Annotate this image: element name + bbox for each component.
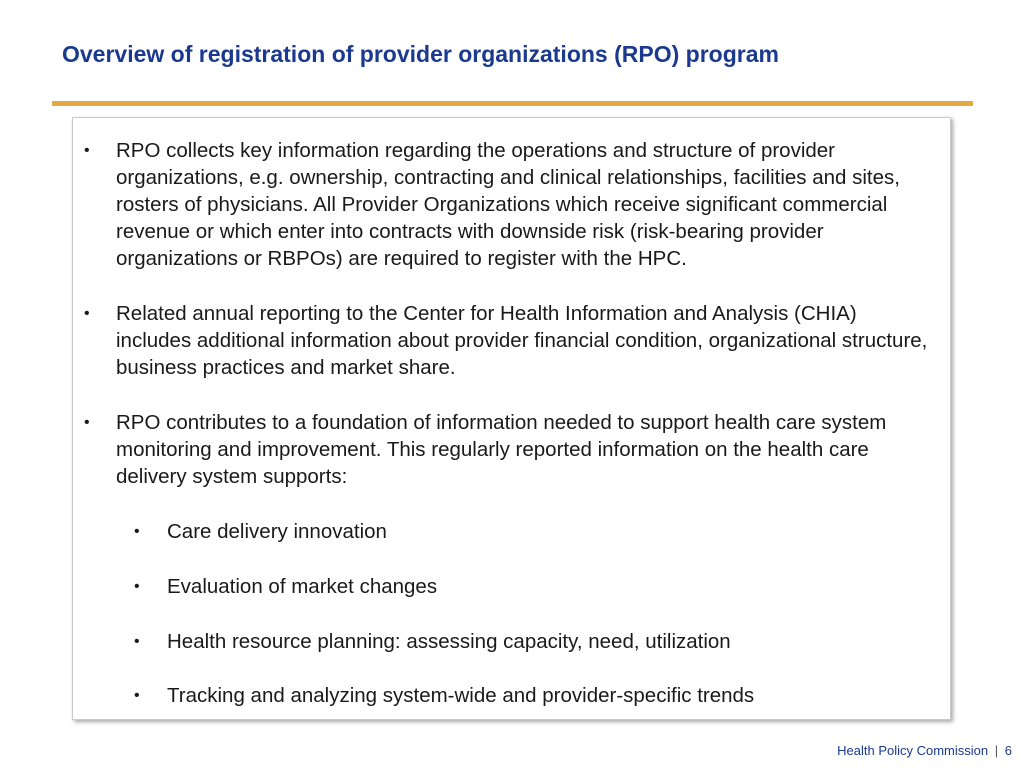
sub-bullet-text: Health resource planning: assessing capacity, need, utilization <box>167 630 731 653</box>
sub-bullet-text: Tracking and analyzing system-wide and provider-specific trends <box>167 684 755 707</box>
bullet-item <box>73 300 933 381</box>
bullet-dot-icon: • <box>84 414 90 431</box>
slide-footer <box>837 743 1012 758</box>
page-number: 6 <box>1004 743 1012 758</box>
bullet-dot-icon: • <box>134 687 140 704</box>
bullet-item <box>73 409 933 490</box>
title-divider <box>52 101 973 106</box>
bullet-dot-icon: • <box>134 523 140 540</box>
content-box <box>72 117 951 720</box>
sub-bullet-text: Evaluation of market changes <box>167 575 438 598</box>
bullet-dot-icon: • <box>84 305 90 322</box>
sub-bullet-item <box>73 628 933 655</box>
footer-org-name: Health Policy Commission <box>837 743 989 758</box>
bullet-dot-icon: • <box>84 142 90 159</box>
bullet-text: Related annual reporting to the Center for Health Information and Analysis (CHIA) includes additional information about provider financial condition, organizational structure, business practices and market share. <box>116 302 928 379</box>
sub-bullet-item <box>73 518 933 545</box>
sub-bullet-item <box>73 682 933 709</box>
bullet-text: RPO contributes to a foundation of information needed to support health care system monitoring and improvement. This regularly reported information on the health care delivery system supports: <box>116 411 887 488</box>
bullet-dot-icon: • <box>134 578 140 595</box>
page-title: Overview of registration of provider organizations (RPO) program <box>62 41 779 67</box>
bullet-text: RPO collects key information regarding the operations and structure of provider organizations, e.g. ownership, contracting and clinical relationships, facilities and sites, rosters of physicians. All Provider Organizations which receive significant commercial revenue or which enter into contracts with downside risk (risk-bearing provider organizations or RBPOs) are required to register with the HPC. <box>116 139 900 270</box>
bullet-item <box>73 137 933 272</box>
sub-bullet-text: Care delivery innovation <box>167 520 387 543</box>
footer-separator: | <box>994 743 999 758</box>
sub-bullet-item <box>73 573 933 600</box>
bullet-dot-icon: • <box>134 633 140 650</box>
